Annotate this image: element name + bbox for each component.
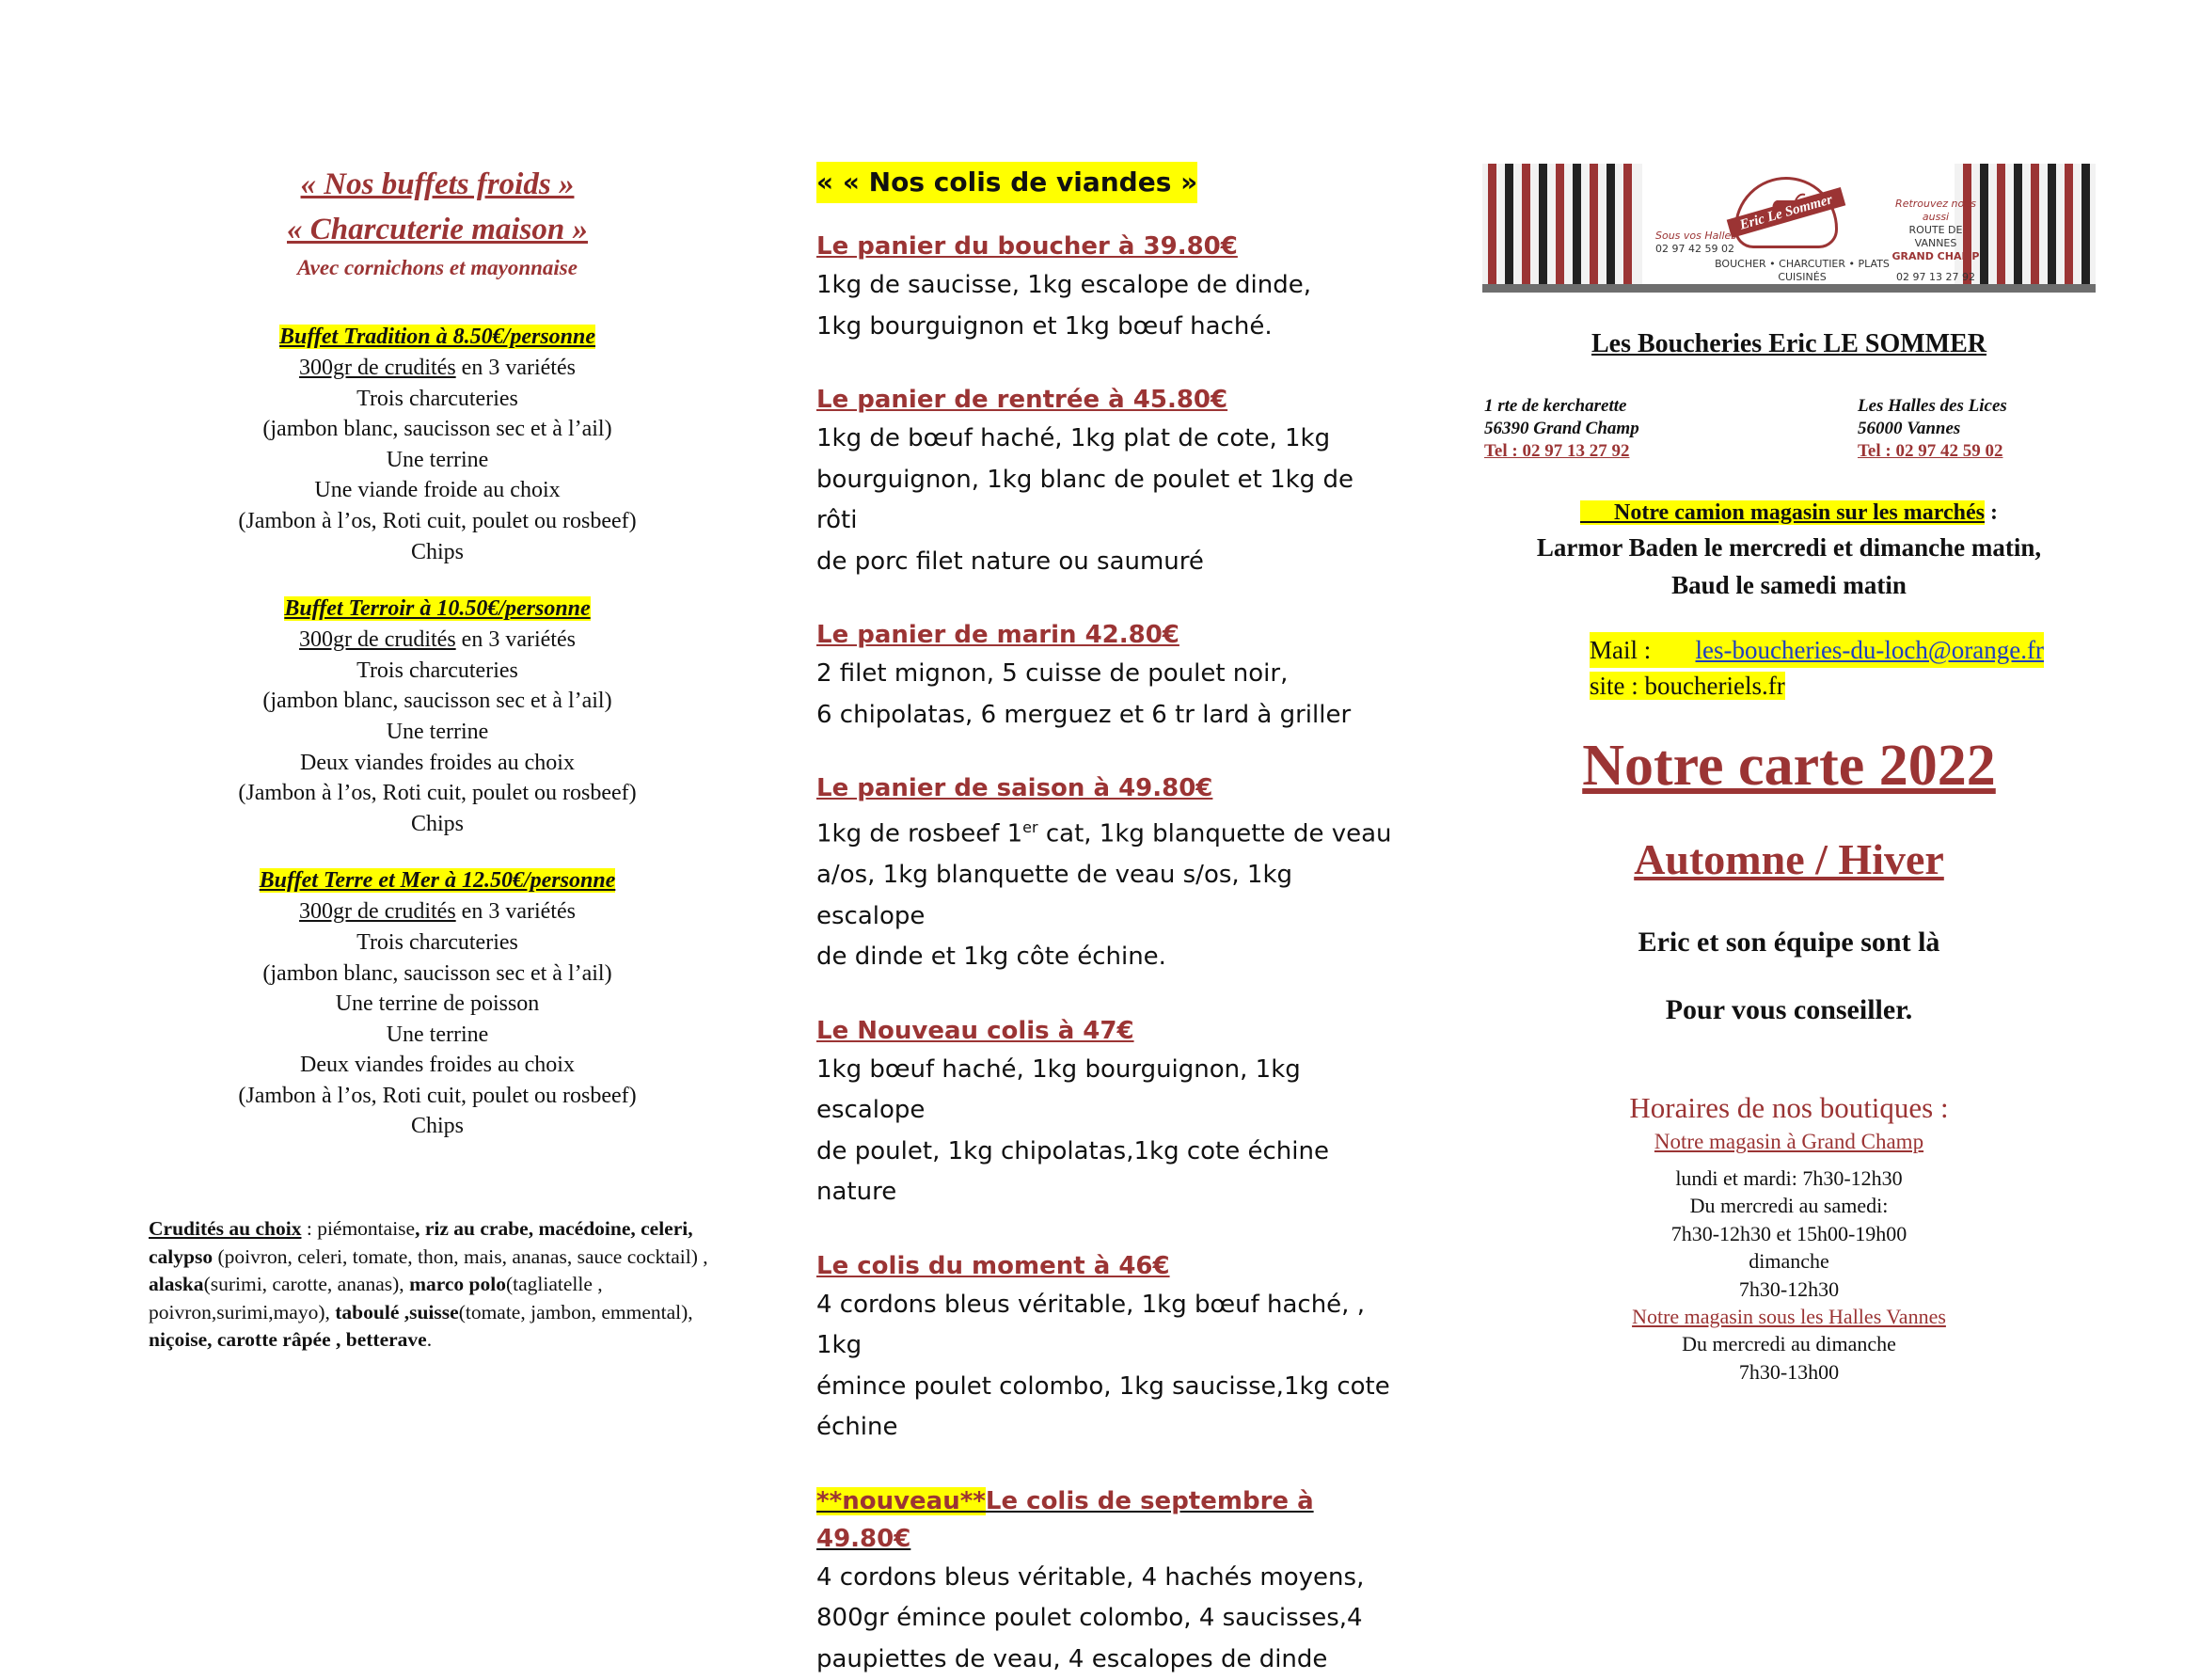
buffet-crudites: 300gr de crudités <box>299 627 456 653</box>
colis-title: Le panier de saison à 49.80€ <box>816 774 1213 802</box>
buffet-line: (jambon blanc, saucisson sec et à l’ail) <box>262 689 612 714</box>
buffet-line: Une viande froide au choix <box>314 478 561 503</box>
colis-line: de poulet, 1kg chipolatas,1kg cote échine nature <box>816 1136 1329 1207</box>
buffet-terre-mer-title: Buffet Terre et Mer à 12.50€/personne <box>259 868 616 894</box>
buffet-tradition <box>141 322 734 567</box>
colis-title-row <box>816 1482 1400 1558</box>
colis-title: Le panier du boucher à 39.80€ <box>816 232 1238 261</box>
shop1-addr1: 1 rte de kercharette <box>1484 396 1627 416</box>
shop1-addr2: 56390 Grand Champ <box>1484 419 1639 438</box>
camion-section <box>1482 497 2096 604</box>
shop2-addr1: Les Halles des Lices <box>1858 396 2007 416</box>
colis-title: Le colis du moment à 46€ <box>816 1251 1170 1280</box>
horaires-section <box>1482 1089 2096 1386</box>
shop2-address <box>1858 395 2093 463</box>
banner-stripes-left <box>1488 164 1640 284</box>
buffet-terroir <box>141 594 734 839</box>
banner-left-text <box>1655 230 1736 256</box>
carte-title <box>1482 732 2096 800</box>
colis-line: de dinde et 1kg côte échine. <box>816 943 1166 972</box>
colis-line: paupiettes de veau, 4 escalopes de dinde <box>816 1644 1328 1673</box>
banner-right-text-2: ROUTE DE VANNES <box>1908 224 1963 249</box>
banner-bottom-text: BOUCHER • CHARCUTIER • PLATS CUISINÉS <box>1715 258 1890 283</box>
buffet-line: Chips <box>410 539 464 564</box>
saison-title-text: Automne / Hiver <box>1634 835 1944 883</box>
horaires-title: Horaires de nos boutiques : <box>1629 1091 1949 1124</box>
camion-line-1: Larmor Baden le mercredi et dimanche matin, <box>1536 533 2042 562</box>
colis-text: cat, 1kg blanquette de veau <box>1037 819 1392 848</box>
colis-text: 1kg de rosbeef 1 <box>816 819 1023 848</box>
buffet-line: Une terrine <box>386 1022 489 1047</box>
buffet-line: Trois charcuteries <box>356 929 518 955</box>
halles-hours <box>1482 1330 2096 1386</box>
crudites-bold: , celeri, calypso <box>149 1217 693 1268</box>
buffet-line: Une terrine de poisson <box>335 991 540 1017</box>
banner-left-text-2: 02 97 42 59 02 <box>1655 243 1734 255</box>
buffet-line: Une terrine <box>386 447 489 472</box>
buffet-crudites-rest: en 3 variétés <box>455 899 576 925</box>
buffets-column <box>141 162 734 1142</box>
carte-title-text: Notre carte 2022 <box>1582 734 1996 798</box>
gc-hours <box>1482 1165 2096 1303</box>
crudites-bold: niçoise, carotte râpée , betterave <box>149 1328 427 1351</box>
shop1-address <box>1484 395 1804 463</box>
colis-line: 6 chipolatas, 6 merguez et 6 tr lard à griller <box>816 700 1352 729</box>
buffet-line: (Jambon à l’os, Roti cuit, poulet ou rosbeef) <box>238 1083 637 1108</box>
buffet-line: Trois charcuteries <box>356 386 518 411</box>
shop2-addr2: 56000 Vannes <box>1858 419 1961 438</box>
crudites-text: (poivron, celeri, tomate, thon, mais, ananas, sauce cocktail) , <box>213 1244 708 1268</box>
crudites-text: . <box>426 1328 433 1351</box>
colis-line: 1kg de bœuf haché, 1kg plat de cote, 1kg <box>816 424 1331 452</box>
colis-heading: « « Nos colis de viandes » <box>816 162 1197 203</box>
colis-line: 800gr émince poulet colombo, 4 saucisses,4 <box>816 1604 1363 1633</box>
buffet-crudites-rest: en 3 variétés <box>455 627 576 653</box>
site-text: site : boucheriels.fr <box>1590 672 1785 700</box>
colis-item <box>816 381 1400 582</box>
colis-item <box>816 616 1400 736</box>
company-name <box>1482 327 2096 361</box>
buffet-line: (Jambon à l’os, Roti cuit, poulet ou rosbeef) <box>238 781 637 806</box>
buffet-crudites: 300gr de crudités <box>299 899 456 925</box>
crudites-text: (surimi, carotte, ananas), <box>203 1273 410 1295</box>
buffet-terroir-title: Buffet Terroir à 10.50€/personne <box>284 596 591 622</box>
colis-title: Le panier de marin 42.80€ <box>816 621 1179 649</box>
charcuterie-title: « Charcuterie maison » <box>287 213 588 246</box>
colis-line: émince poulet colombo, 1kg saucisse,1kg cote <box>816 1371 1390 1401</box>
colis-line: a/os, 1kg blanquette de veau s/os, 1kg escalope <box>816 861 1293 930</box>
buffet-crudites: 300gr de crudités <box>299 356 456 380</box>
colis-line: bourguignon, 1kg blanc de poulet et 1kg de rôti <box>816 465 1353 534</box>
mail-link[interactable]: les-boucheries-du-loch@orange.fr <box>1695 636 2044 664</box>
shop-banner <box>1482 164 2096 293</box>
equipe-line-2: Pour vous conseiller. <box>1665 994 1913 1025</box>
buffets-title: « Nos buffets froids » <box>300 167 575 201</box>
colis-line: 1kg de saucisse, 1kg escalope de dinde, <box>816 271 1311 299</box>
contact-section <box>1590 632 2044 704</box>
gc-title: Notre magasin à Grand Champ <box>1654 1130 1924 1153</box>
buffet-crudites-rest: en 3 variétés <box>455 356 576 380</box>
buffet-line: Chips <box>410 811 464 836</box>
buffet-line: Deux viandes froides au choix <box>300 750 575 775</box>
mail-label: Mail : <box>1590 636 1696 664</box>
shop1-tel: Tel : 02 97 13 27 92 <box>1484 441 1630 461</box>
crudites-bold: alaska <box>149 1273 204 1295</box>
crudites-bold: taboulé ,suisse <box>335 1300 459 1323</box>
colis-line: 1kg bœuf haché, 1kg bourguignon, 1kg escalope <box>816 1054 1301 1125</box>
colis-line: de porc filet nature ou saumuré <box>816 547 1204 576</box>
colis-line: échine <box>816 1413 898 1442</box>
buffet-terre-mer <box>141 865 734 1142</box>
saison-title <box>1482 833 2096 886</box>
colis-item <box>816 228 1400 347</box>
colis-column <box>816 162 1400 1680</box>
colis-line: 4 cordons bleus véritable, 1kg bœuf haché, , 1kg <box>816 1290 1365 1360</box>
buffet-line: (Jambon à l’os, Roti cuit, poulet ou rosbeef) <box>238 508 637 533</box>
colis-title: Le colis de septembre à 49.80€ <box>816 1486 1314 1553</box>
halles-hours-line: 7h30-13h00 <box>1738 1359 1840 1384</box>
halles-hours-line: Du mercredi au dimanche <box>1682 1332 1896 1356</box>
buffet-line: Deux viandes froides au choix <box>300 1053 575 1078</box>
colis-title: Le Nouveau colis à 47€ <box>816 1016 1134 1045</box>
camion-title: Notre camion magasin sur les marchés <box>1580 500 1985 525</box>
colis-item <box>816 1482 1400 1680</box>
buffet-tradition-title: Buffet Tradition à 8.50€/personne <box>278 325 596 349</box>
colis-line: 2 filet mignon, 5 cuisse de poulet noir, <box>816 659 1289 688</box>
shop2-tel: Tel : 02 97 42 59 02 <box>1858 441 2003 461</box>
company-name-text: Les Boucheries Eric LE SOMMER <box>1591 329 1986 358</box>
gc-hours-line: Du mercredi au samedi: <box>1689 1194 1889 1218</box>
halles-title: Notre magasin sous les Halles Vannes <box>1632 1305 1946 1329</box>
colis-item <box>816 769 1400 978</box>
gc-hours-line: 7h30-12h30 et 15h00-19h00 <box>1670 1221 1907 1245</box>
colis-line <box>816 807 1400 855</box>
colis-line: 4 cordons bleus véritable, 4 hachés moyens, <box>816 1562 1365 1592</box>
logo-text: Eric Le Sommer <box>1727 187 1846 238</box>
crudites-label: Crudités au choix <box>149 1217 302 1240</box>
banner-stripes-right <box>1963 164 2096 284</box>
crudites-text: : piémontaise <box>301 1217 416 1240</box>
camion-colon: : <box>1984 500 1998 525</box>
colis-item <box>816 1012 1400 1213</box>
nouveau-badge: **nouveau** <box>816 1486 986 1515</box>
gc-hours-line: dimanche <box>1749 1249 1829 1274</box>
crudites-paragraph <box>149 1215 732 1355</box>
crudites-text: (tagliatelle , poivron,surimi,mayo), <box>149 1273 603 1323</box>
crudites-bold: marco polo <box>409 1273 506 1295</box>
colis-line: 1kg bourguignon et 1kg bœuf haché. <box>816 311 1273 341</box>
gc-hours-line: lundi et mardi: 7h30-12h30 <box>1675 1166 1903 1190</box>
buffet-line: Chips <box>410 1114 464 1139</box>
buffet-line: (jambon blanc, saucisson sec et à l’ail) <box>262 417 612 442</box>
banner-right-text-3: GRAND CHAMP <box>1891 250 1980 262</box>
buffet-line: (jambon blanc, saucisson sec et à l’ail) <box>262 960 612 986</box>
camion-line-2: Baud le samedi matin <box>1671 571 1907 599</box>
crudites-text: (tomate, jambon, emmental), <box>458 1300 693 1323</box>
crudites-bold: , riz au crabe, macédoine <box>415 1217 631 1240</box>
buffets-subtitle: Avec cornichons et mayonnaise <box>297 256 578 279</box>
buffet-line: Une terrine <box>386 719 489 744</box>
banner-right-text-1: Retrouvez nous aussi <box>1895 198 1976 223</box>
colis-title: Le panier de rentrée à 45.80€ <box>816 386 1228 414</box>
gc-hours-line: 7h30-12h30 <box>1738 1276 1840 1301</box>
colis-item <box>816 1247 1400 1449</box>
buffet-line: Trois charcuteries <box>356 658 518 683</box>
banner-left-text-1: Sous vos Halles <box>1655 230 1737 242</box>
equipe-line-1: Eric et son équipe sont là <box>1638 927 1940 958</box>
colis-sup: er <box>1022 818 1038 836</box>
banner-right-text-4: 02 97 13 27 92 <box>1896 271 1975 283</box>
